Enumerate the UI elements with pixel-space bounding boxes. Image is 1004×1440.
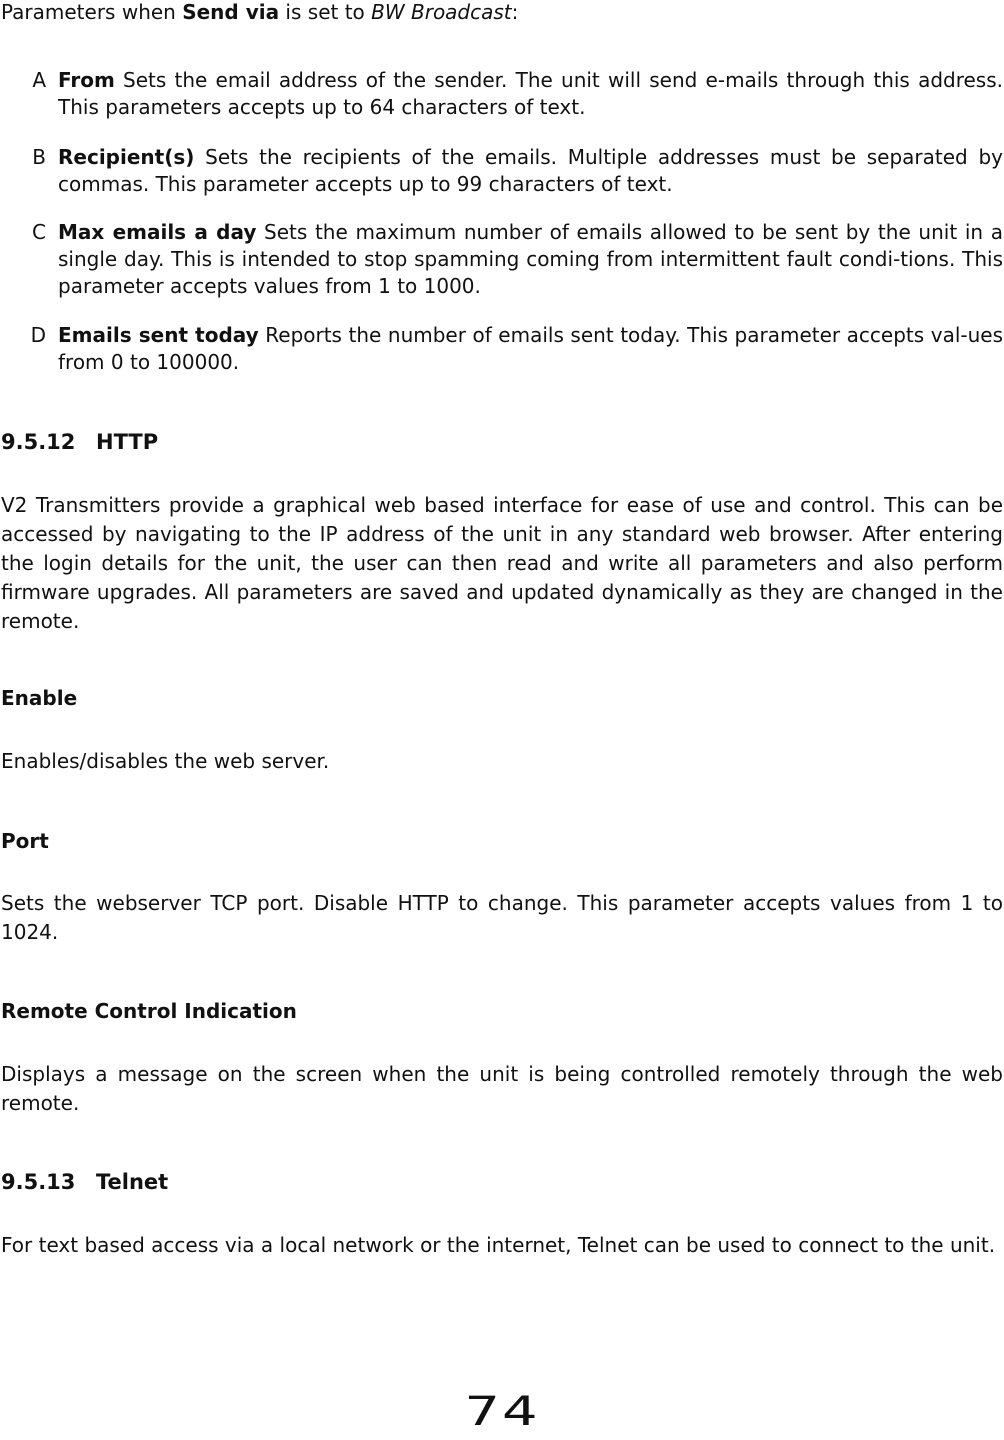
- section-title: Telnet: [96, 1170, 169, 1194]
- subheading-port: Port: [1, 829, 49, 853]
- section-heading-http: [1, 428, 158, 456]
- param-letter: B: [32, 145, 46, 169]
- bw-broadcast-label: BW Broadcast: [371, 0, 512, 24]
- remote-control-body: Displays a message on the screen when the unit is being controlled remotely through the web remote.: [1, 1062, 1003, 1115]
- param-text: Sets the recipients of the emails. Multiple addresses must be separated by commas. This parameter accepts up to 99 characters of text.: [58, 145, 1003, 196]
- param-letter: C: [32, 220, 46, 244]
- intro-prefix: Parameters when: [1, 0, 183, 24]
- param-name: From: [58, 68, 115, 92]
- page-number: 74: [464, 1388, 540, 1436]
- section-heading-telnet: [1, 1168, 168, 1196]
- param-letter: D: [30, 323, 46, 347]
- intro-suffix: :: [511, 0, 519, 24]
- param-name: Recipient(s): [58, 145, 195, 169]
- section-title: HTTP: [96, 430, 159, 454]
- param-description: [58, 67, 1003, 121]
- param-name: Max emails a day: [58, 220, 257, 244]
- subheading-remote-control: Remote Control Indication: [1, 999, 297, 1023]
- param-letter: A: [32, 68, 46, 92]
- port-body: Sets the webserver TCP port. Disable HTTP to change. This parameter accepts values from 1 to 1024.: [1, 891, 1003, 944]
- param-name: Emails sent today: [58, 323, 259, 347]
- param-description: [58, 144, 1003, 198]
- param-text: Sets the email address of the sender. The unit will send e-mails through this address. This parameters accepts up to 64 characters of text.: [58, 68, 1003, 119]
- intro-middle: is set to: [279, 0, 372, 24]
- telnet-body: For text based access via a local network or the internet, Telnet can be used to connect to the unit.: [1, 1233, 996, 1257]
- param-description: [58, 219, 1003, 300]
- send-via-label: Send via: [182, 0, 280, 24]
- param-description: [58, 322, 1003, 376]
- http-body: V2 Transmitters provide a graphical web based interface for ease of use and control. This can be accessed by navigating to the IP address of the unit in any standard web browser. After entering the login details for the unit, the user can then read and write all parameters and also perform firmware upgrades. All parameters are saved and updated dynamically as they are changed in the remote.: [1, 493, 1003, 633]
- subheading-enable: Enable: [1, 686, 78, 710]
- param-text: Sets the maximum number of emails allowed to be sent by the unit in a single day. This is intended to stop spamming coming from intermittent fault condi-tions. This parameter accepts values from 1 to 1000.: [58, 220, 1003, 298]
- param-text: Reports the number of emails sent today. This parameter accepts val-ues from 0 to 100000.: [58, 323, 1003, 374]
- section-number: 9.5.12: [1, 430, 76, 454]
- section-number: 9.5.13: [1, 1170, 76, 1194]
- intro-line: [1, 0, 1003, 27]
- enable-body: Enables/disables the web server.: [1, 749, 330, 773]
